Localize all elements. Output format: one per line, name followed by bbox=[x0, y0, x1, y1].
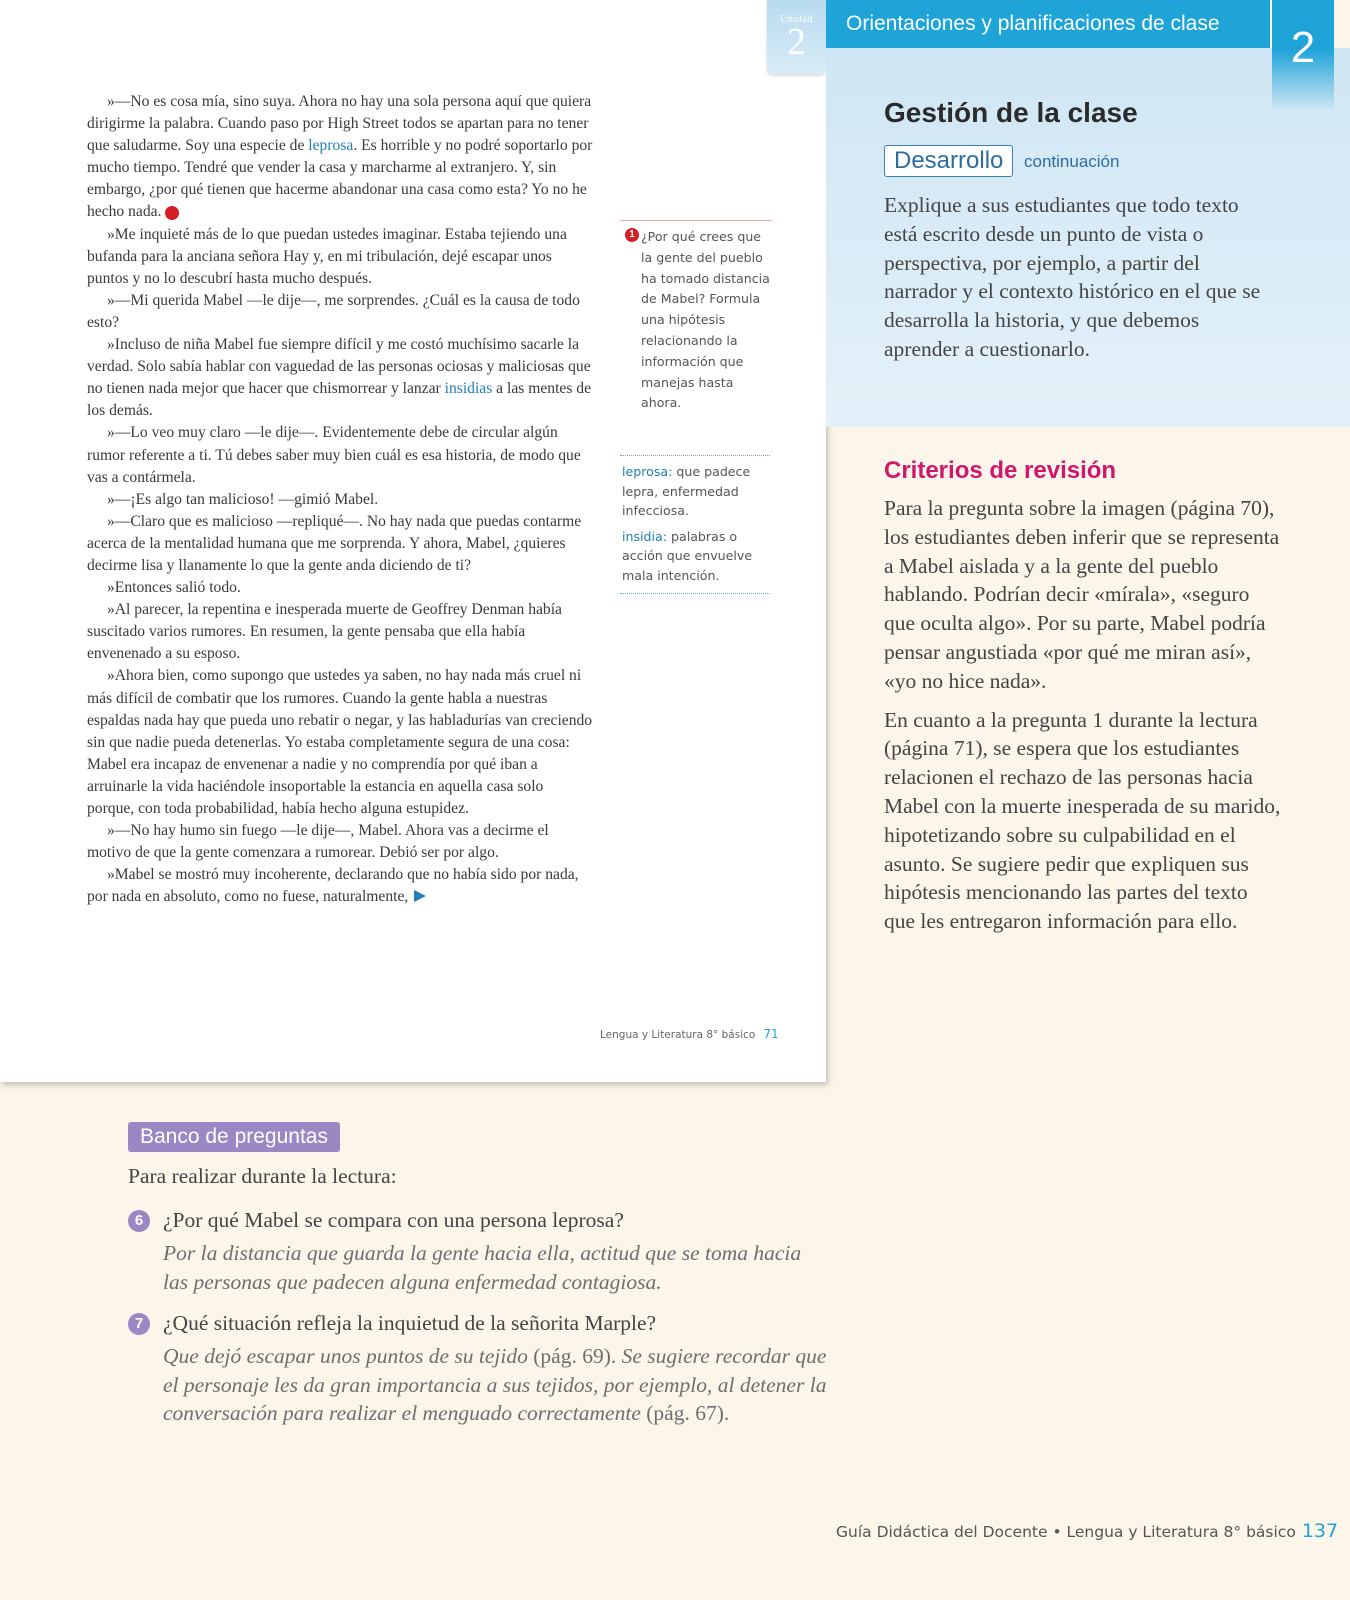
question-marker: 1 bbox=[165, 206, 179, 220]
story-paragraph: »Incluso de niña Mabel fue siempre difícil y me costó muchísimo sacarle la verdad. Solo sabía hablar con vaguedad de las personas ociosas y maliciosas que no tienen nada mejor que hacer que chismorrear y lanzar insidias a las mentes de los demás. bbox=[87, 336, 592, 420]
story-paragraph: »Al parecer, la repentina e inesperada muerte de Geoffrey Denman había suscitado varios rumores. En resumen, la gente pensaba que ella había envenenado a su esposo. bbox=[87, 601, 562, 663]
guide-footer: Guía Didáctica del Docente • Lengua y Literatura 8° básico 137 bbox=[836, 1520, 1339, 1542]
question-marker: 1 bbox=[625, 228, 639, 242]
bank-question bbox=[128, 1309, 828, 1428]
section-header: Orientaciones y planificaciones de clase bbox=[826, 0, 1270, 48]
unit-badge: 2 bbox=[1272, 0, 1334, 110]
gestion-title: Gestión de la clase bbox=[884, 97, 1138, 128]
glossary-term-leprosa[interactable]: leprosa bbox=[308, 137, 354, 155]
side-question bbox=[620, 220, 772, 414]
unit-tab-label: Unidad bbox=[780, 14, 813, 25]
side-question-text: ¿Por qué crees que la gente del pueblo ha tomado distancia de Mabel? Formula una hipótesis relacionando la información que manejas hasta ahora. bbox=[641, 229, 770, 411]
story-paragraph: »—Claro que es malicioso —repliqué—. No hay nada que puedas contarme acerca de la mentalidad humana que me sorprenda. Y ahora, Mabel, ¿quieres decirme lisa y llanamente lo que la gente anda diciendo de ti? bbox=[87, 512, 582, 574]
unit-tab-number: 2 bbox=[787, 21, 806, 63]
criterios-text bbox=[884, 494, 1284, 936]
next-page-arrow-icon bbox=[414, 890, 426, 902]
desarrollo-badge: Desarrollo bbox=[884, 145, 1013, 177]
criterios-paragraph: En cuanto a la pregunta 1 durante la lectura (página 71), se espera que los estudiantes relacionen el rechazo de las personas hacia Mabel con la muerte inesperada de su marido, hipotetizando sobre su culpabilidad en el asunto. Se sugiere pedir que expliquen sus hipótesis mencionando las partes del texto que les entregaron información para ello. bbox=[884, 707, 1281, 934]
student-page-number: 71 bbox=[763, 1027, 779, 1041]
question-text: ¿Qué situación refleja la inquietud de la señorita Marple? bbox=[163, 1311, 657, 1335]
bank-question bbox=[128, 1206, 828, 1296]
banco-badge: Banco de preguntas bbox=[128, 1122, 340, 1152]
story-paragraph: »—Lo veo muy claro —le dije—. Evidentemente debe de circular algún rumor referente a ti. Tú debes saber muy bien cuál es esa historia, de modo que vas a contármela. bbox=[87, 424, 581, 486]
story-paragraph: »—No hay humo sin fuego —le dije—, Mabel. Ahora vas a decirme el motivo de que la gente comenzara a rumorear. Debió ser por algo. bbox=[87, 822, 549, 862]
story-paragraph: »Mabel se mostró muy incoherente, declarando que no había sido por nada, por nada en absoluto, como no fuese, naturalmente, bbox=[87, 866, 579, 906]
student-page-footer: Lengua y Literatura 8° básico 71 bbox=[600, 1027, 779, 1041]
answer-text: Por la distancia que guarda la gente hacia ella, actitud que se toma hacia las personas que padecen alguna enfermedad contagiosa. bbox=[163, 1240, 802, 1294]
banco-intro: Para realizar durante la lectura: bbox=[128, 1164, 397, 1188]
story-paragraph: »—No es cosa mía, sino suya. Ahora no hay una sola persona aquí que quiera dirigirme la palabra. Cuando paso por High Street todos se apartan para no tener que saludarme. Soy una especie de leprosa. Es horrible y no podré soportarlo por mucho tiempo. Tendré que vender la casa y marcharme al extranjero. Y, sin embargo, ¿por qué tienen que hacerme abandonar una casa como esta? Yo no he hecho nada. 1 bbox=[87, 93, 593, 221]
story-paragraph: »Me inquieté más de lo que puedan ustedes imaginar. Estaba tejiendo una bufanda para la anciana señora Hay y, en mi tribulación, dejé escapar unos puntos y no lo descubrí hasta mucho después. bbox=[87, 225, 567, 287]
story-text bbox=[87, 91, 593, 908]
question-number: 7 bbox=[128, 1313, 150, 1335]
criterios-title: Criterios de revisión bbox=[884, 457, 1117, 484]
answer-text: Que dejó escapar unos puntos de su tejido (pág. 69). Se sugiere recordar que el personaje les da gran importancia a sus tejidos, por ejemplo, al detener la conversación para realizar el menguado correctamente (pág. 67). bbox=[163, 1343, 827, 1426]
story-paragraph: »—Mi querida Mabel —le dije—, me sorprendes. ¿Cuál es la causa de todo esto? bbox=[87, 291, 580, 331]
criterios-paragraph: Para la pregunta sobre la imagen (página 70), los estudiantes deben inferir que se representa a Mabel aislada y a la gente del pueblo hablando. Podrían decir «mírala», «seguro que oculta algo». Por su parte, Mabel podría pensar angustiada «por qué me miran así», «yo no hice nada». bbox=[884, 496, 1280, 693]
glossary-entry: insidia: palabras o acción que envuelve mala intención. bbox=[622, 528, 753, 583]
glossary-term-insidias[interactable]: insidias bbox=[444, 380, 493, 398]
story-paragraph: »Entonces salió todo. bbox=[107, 579, 241, 597]
story-paragraph: »—¡Es algo tan malicioso! —gimió Mabel. bbox=[107, 490, 379, 508]
student-page bbox=[0, 0, 826, 1082]
question-number: 6 bbox=[128, 1210, 150, 1232]
unit-tab bbox=[767, 0, 826, 74]
continuation-label: continuación bbox=[1024, 152, 1120, 171]
glossary-box bbox=[620, 455, 770, 594]
question-text: ¿Por qué Mabel se compara con una persona leprosa? bbox=[163, 1208, 624, 1232]
story-paragraph: »Ahora bien, como supongo que ustedes ya saben, no hay nada más cruel ni más difícil de combatir que los rumores. Cuando la gente habla a nuestras espaldas nada hay que pueda uno rebatir o negar, y las habladurías van creciendo sin que nadie pueda detenerlas. Yo estaba completamente segura de una cosa: Mabel era incapaz de envenenar a nadie y no comprendía por qué iban a arruinarle la vida haciéndole insoportable la estancia en aquella casa solo porque, con toda probabilidad, había hecho alguna estupidez. bbox=[87, 667, 593, 817]
gestion-text: Explique a sus estudiantes que todo texto está escrito desde un punto de vista o perspectiva, por ejemplo, a partir del narrador y el contexto histórico en el que se desarrolla la historia, y que debemos aprender a cuestionarlo. bbox=[884, 193, 1261, 361]
guide-page-number: 137 bbox=[1301, 1520, 1339, 1542]
glossary-entry: leprosa: que padece lepra, enfermedad infecciosa. bbox=[622, 464, 751, 518]
